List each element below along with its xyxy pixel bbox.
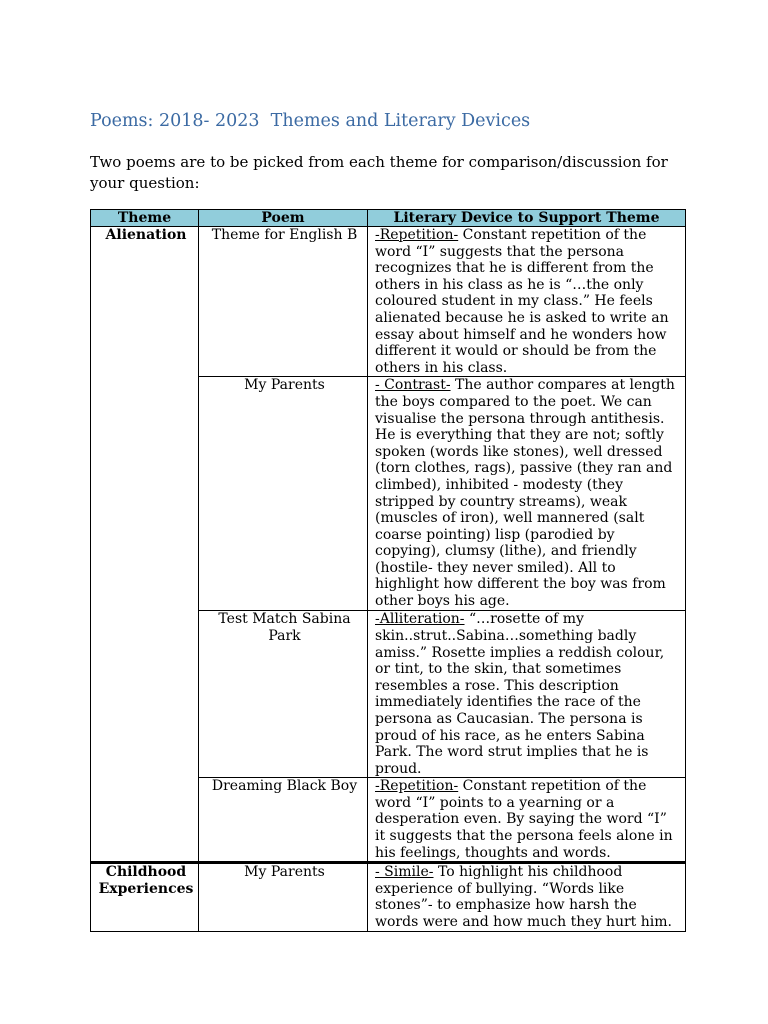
device-cell <box>368 227 686 377</box>
table-header-row <box>91 210 686 227</box>
themes-table <box>90 209 686 932</box>
device-description: The author compares at length the boys compared to the poet. We can visualise the persona through antithesis. He is everything that they are not; softly spoken (words like stones), well dressed (torn clothes, rags), passive (they ran and climbed), inhibited - modesty (they stripped by country streams), weak (muscles of iron), well mannered (salt coarse pointing) lisp (parodied by copying), clumsy (lithe), and friendly (hostile- they never smiled). All to highlight how different the boy was from other boys his age. <box>375 377 675 610</box>
device-name: - Contrast- <box>375 377 451 394</box>
intro-text: Two poems are to be picked from each theme for comparison/discussion for your question: <box>90 153 668 192</box>
poem-cell: Dreaming Black Boy <box>199 778 368 863</box>
device-name: -Alliteration- <box>375 611 465 628</box>
theme-cell-childhood-experiences: Childhood Experiences <box>91 863 199 931</box>
device-name: -Repetition- <box>375 778 459 795</box>
device-cell <box>368 863 686 931</box>
header-literary-device: Literary Device to Support Theme <box>368 210 686 227</box>
device-cell <box>368 611 686 778</box>
device-cell <box>368 377 686 611</box>
device-description: “…rosette of my skin..strut..Sabina…something badly amiss.” Rosette implies a reddish colour, or tint, to the skin, that sometimes resembles a rose. This description immediately identifies the race of the persona as Caucasian. The persona is proud of his race, as he enters Sabina Park. The word strut implies that he is proud. <box>375 611 665 777</box>
poem-cell: Test Match Sabina Park <box>199 611 368 778</box>
device-name: - Simile- <box>375 864 434 881</box>
device-name: -Repetition- <box>375 227 459 243</box>
page-title: Poems: 2018- 2023 Themes and Literary Devices <box>90 111 531 131</box>
device-description: To highlight his childhood experience of bullying. “Words like stones”- to emphasize how harsh the words were and how much they hurt him. <box>375 864 672 931</box>
device-description: Constant repetition of the word “I” suggests that the persona recognizes that he is different from the others in his class as he is “…the only coloured student in my class.” He feels alienated because he is asked to write an essay about himself and he wonders how different it would or should be from the others in his class. <box>375 227 669 376</box>
poem-cell: Theme for English B <box>199 227 368 377</box>
table-row <box>91 227 686 377</box>
device-cell <box>368 778 686 863</box>
theme-cell-alienation: Alienation <box>91 227 199 863</box>
device-description: Constant repetition of the word “I” points to a yearning or a desperation even. By saying the word “I” it suggests that the persona feels alone in his feelings, thoughts and words. <box>375 778 673 861</box>
poem-cell: My Parents <box>199 377 368 611</box>
header-poem: Poem <box>199 210 368 227</box>
poem-cell: My Parents <box>199 863 368 931</box>
table-row <box>91 863 686 931</box>
header-theme: Theme <box>91 210 199 227</box>
